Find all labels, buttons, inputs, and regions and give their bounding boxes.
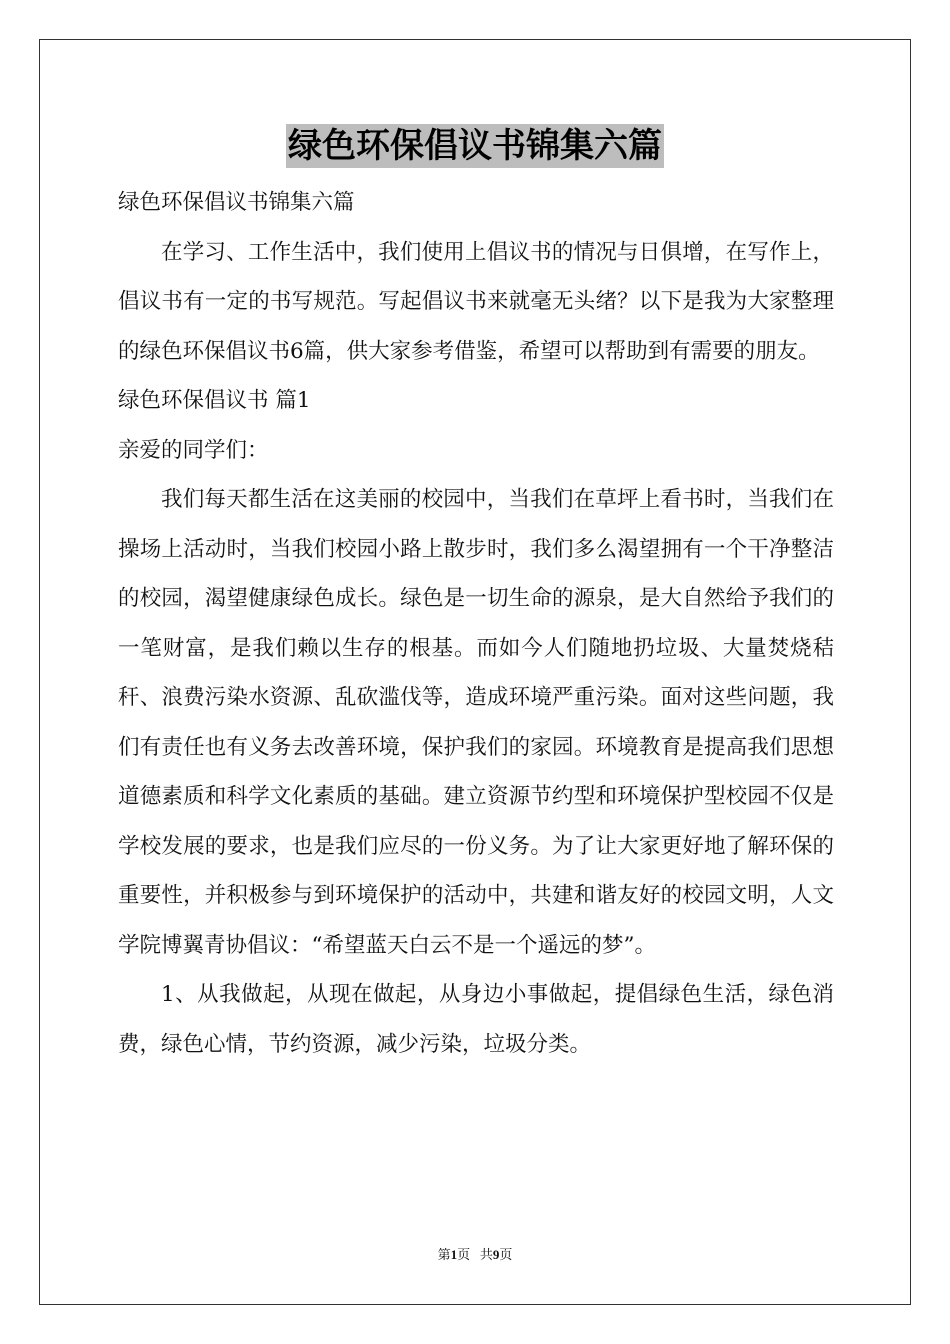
page-footer: [0, 1244, 950, 1263]
document-body: [118, 178, 834, 1069]
footer-page-prefix: 第: [437, 1247, 451, 1262]
document-subtitle: 绿色环保倡议书锦集六篇: [118, 190, 355, 215]
section-heading: 绿色环保倡议书 篇1: [118, 388, 311, 413]
document-title: 绿色环保倡议书锦集六篇: [288, 126, 662, 166]
footer-total-prefix: 共: [479, 1247, 493, 1262]
footer-page-number: 1: [450, 1247, 458, 1262]
footer-total-pages: 9: [492, 1247, 500, 1262]
list-item-1: 1、从我做起，从现在做起，从身边小事做起，提倡绿色生活，绿色消费，绿色心情，节约资源，减少污染，垃圾分类。: [118, 982, 834, 1057]
footer-total-suffix: 页: [499, 1247, 513, 1262]
footer-page-suffix: 页: [457, 1247, 471, 1262]
title-container: [0, 124, 950, 168]
intro-paragraph: 在学习、工作生活中，我们使用上倡议书的情况与日俱增，在写作上，倡议书有一定的书写规范。写起倡议书来就毫无头绪？以下是我为大家整理的绿色环保倡议书6篇，供大家参考借鉴，希望可以帮助到有需要的朋友。: [118, 239, 834, 364]
salutation: 亲爱的同学们：: [118, 437, 269, 463]
body-paragraph: 我们每天都生活在这美丽的校园中，当我们在草坪上看书时，当我们在操场上活动时，当我们校园小路上散步时，我们多么渴望拥有一个干净整洁的校园，渴望健康绿色成长。绿色是一切生命的源泉，是大自然给予我们的一笔财富，是我们赖以生存的根基。而如今人们随地扔垃圾、大量焚烧秸秆、浪费污染水资源、乱砍滥伐等，造成环境严重污染。面对这些问题，我们有责任也有义务去改善环境，保护我们的家园。环境教育是提高我们思想道德素质和科学文化素质的基础。建立资源节约型和环境保护型校园不仅是学校发展的要求，也是我们应尽的一份义务。为了让大家更好地了解环保的重要性，并积极参与到环境保护的活动中，共建和谐友好的校园文明，人文学院博翼青协倡议：“希望蓝天白云不是一个遥远的梦”。: [118, 487, 834, 958]
